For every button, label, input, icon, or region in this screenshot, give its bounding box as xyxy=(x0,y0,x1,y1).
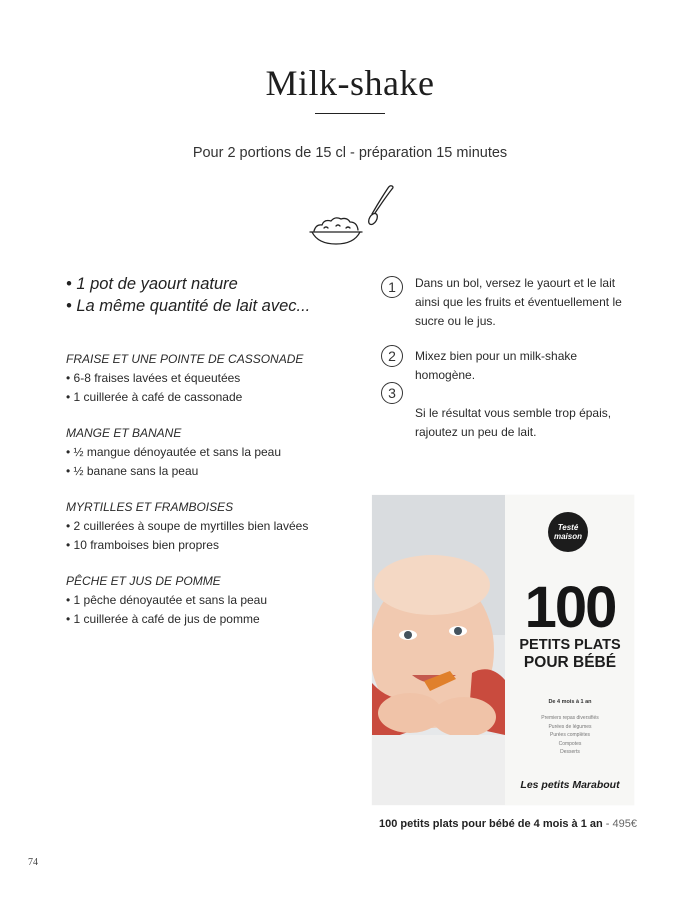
book-title-line2: POUR BÉBÉ xyxy=(523,654,617,671)
variant-strawberry xyxy=(66,350,366,407)
caption-separator: - xyxy=(602,818,613,830)
variant-title: FRAISE ET UNE POINTE DE CASSONADE xyxy=(66,352,304,366)
variant-item: • 10 framboises bien propres xyxy=(66,538,219,552)
book-feature: Desserts xyxy=(560,749,580,755)
title-rule xyxy=(315,113,385,114)
caption-price: 495€ xyxy=(612,818,638,830)
variant-item: • 1 cuillerée à café de cassonade xyxy=(66,390,243,404)
variant-title: MANGE ET BANANE xyxy=(66,426,182,440)
book-age-range: De 4 mois à 1 an xyxy=(548,699,592,705)
page-number: 74 xyxy=(28,857,38,868)
tested-badge: Testé maison xyxy=(548,512,588,552)
variant-item: • 1 pêche dénoyautée et sans la peau xyxy=(66,593,268,607)
variant-peach xyxy=(66,572,366,629)
book-features xyxy=(510,714,630,757)
recipe-title: Milk-shake xyxy=(265,63,435,103)
variant-item: • 6-8 fraises lavées et équeutées xyxy=(66,371,241,385)
variant-title: MYRTILLES ET FRAMBOISES xyxy=(66,500,234,514)
book-brand: Les petits Marabout xyxy=(520,779,620,791)
step-text-1: Dans un bol, versez le yaourt et le lait ainsi que les fruits et éventuellement le sucre ou le jus. xyxy=(415,276,622,328)
book-feature: Compotes xyxy=(558,740,582,747)
step-number-2: 2 xyxy=(381,345,403,367)
step-text-2: Mixez bien pour un milk-shake homogène. xyxy=(415,349,578,382)
base-ingredients xyxy=(66,273,366,317)
book-title-line1: PETITS PLATS xyxy=(519,637,621,653)
book-caption xyxy=(379,818,637,830)
variant-item: • 2 cuillerées à soupe de myrtilles bien lavées xyxy=(66,519,309,533)
base-ingredient: • La même quantité de lait avec... xyxy=(66,297,311,315)
variants-list xyxy=(66,350,366,646)
base-ingredient: • 1 pot de yaourt nature xyxy=(66,275,238,293)
variant-mango xyxy=(66,424,366,481)
variant-berries xyxy=(66,498,366,555)
book-feature: Purées complètes xyxy=(549,732,591,738)
baby-photo xyxy=(372,495,505,805)
book-number: 100 xyxy=(524,575,616,640)
recipe-subtitle: Pour 2 portions de 15 cl - préparation 15 minutes xyxy=(192,145,508,161)
caption-title: 100 petits plats pour bébé de 4 mois à 1 an xyxy=(379,818,603,830)
variant-item: • 1 cuillerée à café de jus de pomme xyxy=(66,612,260,626)
variant-title: PÊCHE ET JUS DE POMME xyxy=(66,574,221,588)
variant-item: • ½ mangue dénoyautée et sans la peau xyxy=(66,445,282,459)
step-number-1: 1 xyxy=(381,276,403,298)
variant-item: • ½ banane sans la peau xyxy=(66,464,199,478)
book-feature: Premiers repas diversifiés xyxy=(541,715,599,721)
bowl-with-spoon-icon xyxy=(306,184,398,248)
step-text-3: Si le résultat vous semble trop épais, rajoutez un peu de lait. xyxy=(415,406,612,439)
step-number-3: 3 xyxy=(381,382,403,404)
book-feature: Purées de légumes xyxy=(548,723,592,730)
